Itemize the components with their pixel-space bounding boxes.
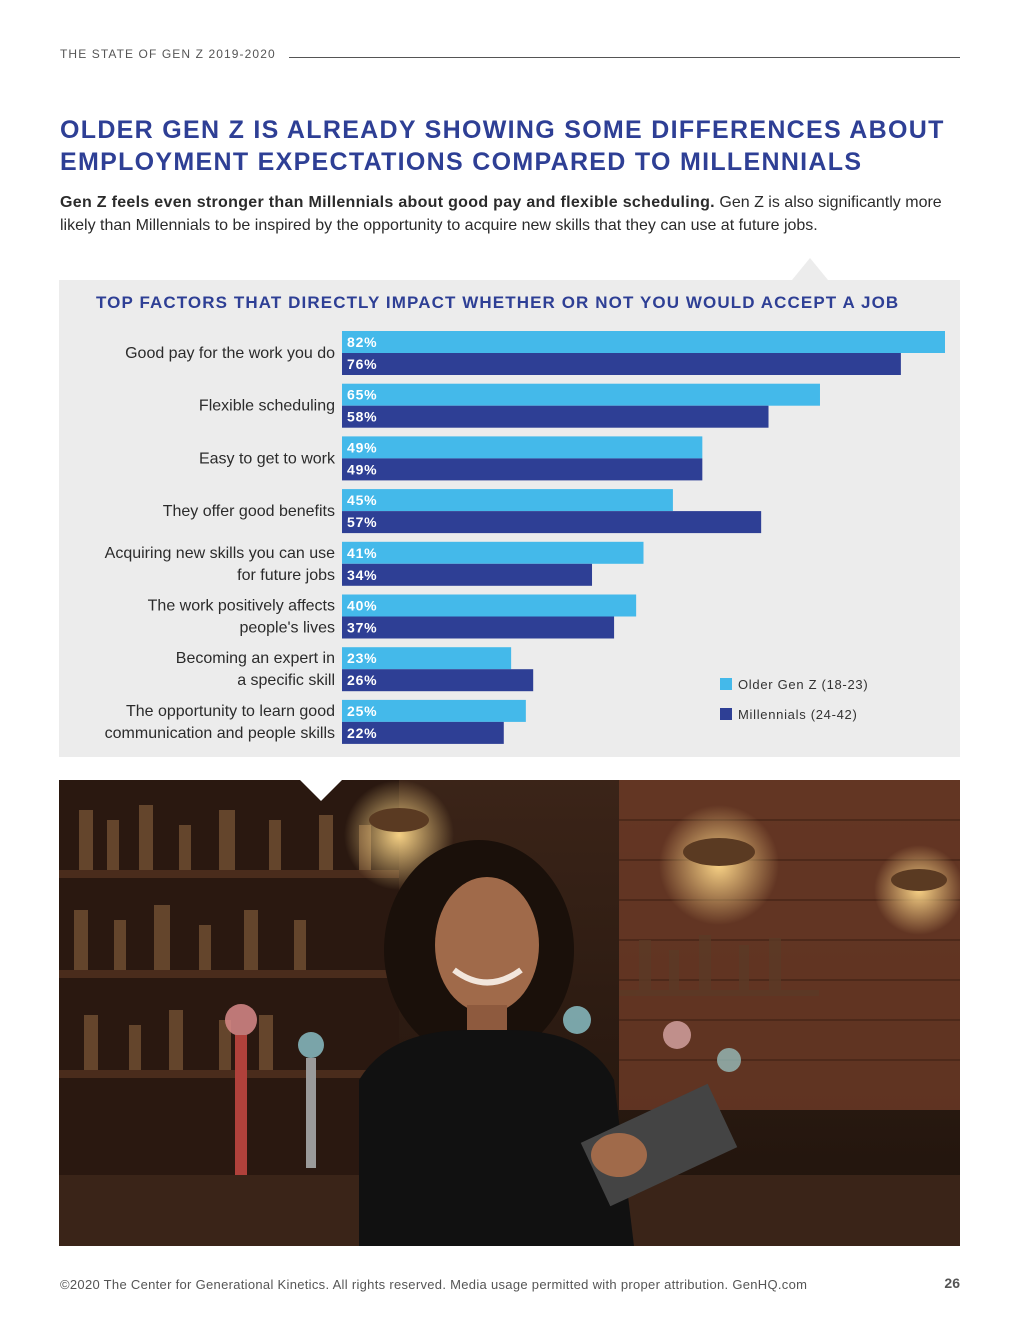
data-label: 49% (347, 461, 378, 478)
bar-older-gen-z (342, 542, 644, 564)
data-label: 49% (347, 439, 378, 456)
intro-bold: Gen Z feels even stronger than Millennials about good pay and flexible scheduling. (60, 194, 715, 211)
category-label: Acquiring new skills you can use for future jobs (104, 544, 335, 584)
data-label: 76% (347, 356, 378, 372)
data-label: 23% (347, 650, 378, 667)
category-label: The opportunity to learn good communication and people skills (104, 702, 335, 742)
category-label: They offer good benefits (162, 503, 335, 521)
data-label: 45% (347, 492, 378, 509)
page-number: 26 (944, 1275, 960, 1291)
data-label: 37% (347, 619, 378, 636)
bar-millennials (342, 353, 901, 375)
running-header: THE STATE OF GEN Z 2019-2020 (60, 47, 276, 61)
bar-older-gen-z (342, 331, 945, 353)
bartender-photo (59, 780, 960, 1246)
legend-label: Older Gen Z (18-23) (738, 677, 869, 692)
footer-copyright: ©2020 The Center for Generational Kinetics. All rights reserved. Media usage permitted with proper attribution. GenHQ.com (60, 1277, 808, 1292)
bar-older-gen-z (342, 595, 636, 617)
data-label: 25% (347, 702, 378, 719)
bar-millennials (342, 406, 769, 428)
data-label: 40% (347, 597, 378, 614)
category-label: Good pay for the work you do (125, 345, 335, 362)
data-label: 26% (347, 672, 378, 689)
intro-rest: Gen Z is also significantly more likely than Millennials to be inspired by the opportunity to acquire new skills that they can use at future jobs. (60, 194, 942, 234)
headline-line-1: OLDER GEN Z IS ALREADY SHOWING SOME DIFFERENCES ABOUT (60, 116, 945, 144)
bar-millennials (342, 458, 702, 480)
data-label: 65% (347, 386, 378, 403)
bar-millennials (342, 511, 761, 533)
data-label: 58% (347, 408, 378, 425)
data-label: 41% (347, 544, 378, 561)
photo-notch (300, 780, 342, 801)
data-label: 22% (347, 724, 378, 741)
bar-older-gen-z (342, 436, 702, 458)
data-label: 82% (347, 334, 378, 350)
legend-swatch (720, 708, 732, 720)
chart-title: TOP FACTORS THAT DIRECTLY IMPACT WHETHER OR NOT YOU WOULD ACCEPT A JOB (96, 293, 900, 312)
legend-swatch (720, 678, 732, 690)
legend-label: Millennials (24-42) (738, 707, 858, 722)
data-label: 57% (347, 514, 378, 531)
data-label: 34% (347, 566, 378, 583)
bar-millennials (342, 617, 614, 639)
photo-illustration (59, 780, 960, 1246)
category-label: Flexible scheduling (198, 397, 335, 415)
category-label: Easy to get to work (198, 450, 335, 468)
bar-older-gen-z (342, 384, 820, 406)
bar-older-gen-z (342, 489, 673, 511)
bar-millennials (342, 564, 592, 586)
category-label: The work positively affects people's lives (147, 597, 335, 637)
headline-line-2: EMPLOYMENT EXPECTATIONS COMPARED TO MILLENNIALS (60, 148, 863, 176)
category-label: Becoming an expert in a specific skill (175, 650, 335, 690)
